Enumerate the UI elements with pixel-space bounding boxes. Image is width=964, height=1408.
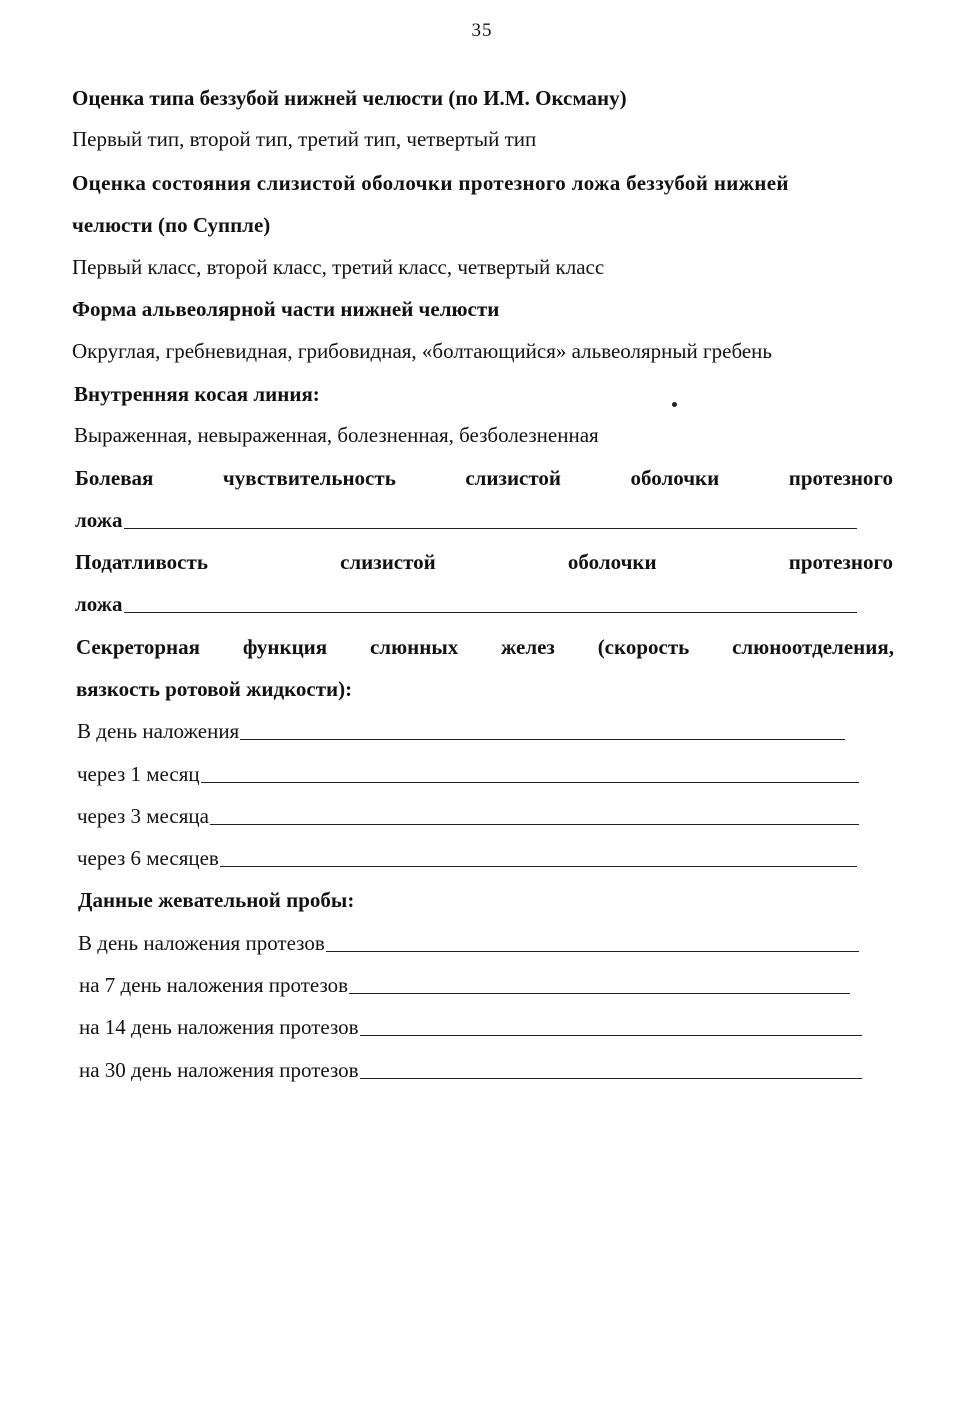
chewing-row-day7[interactable] (79, 972, 850, 998)
compliance-word-3: оболочки (567, 550, 657, 574)
secretory-row-day0[interactable] (77, 718, 845, 744)
secretory-row-month6-blank[interactable] (220, 866, 857, 867)
secretory-row-day0-blank[interactable] (240, 739, 845, 740)
compliance-heading (75, 549, 893, 575)
supple-options: Первый класс, второй класс, третий класс, четвертый класс (72, 255, 605, 279)
compliance-label: ложа (75, 592, 123, 616)
alveolar-options: Округлая, гребневидная, грибовидная, «болтающийся» альвеолярный гребень (72, 339, 772, 363)
compliance-word-4: протезного (788, 550, 893, 574)
oblique-line-heading: Внутренняя косая линия: (74, 382, 320, 406)
secretory-row-month6[interactable] (77, 845, 857, 871)
pain-word-3: слизистой (465, 466, 562, 490)
secretory-row-month3-blank[interactable] (210, 824, 859, 825)
oxman-heading: Оценка типа беззубой нижней челюсти (по И.М. Оксману) (72, 86, 627, 110)
supple-heading-line1: Оценка состояния слизистой оболочки протезного ложа беззубой нижней (72, 171, 789, 195)
pain-word-5: протезного (788, 466, 893, 490)
chewing-row-day30[interactable] (79, 1057, 862, 1083)
pain-word-2: чувствительность (222, 466, 396, 490)
chewing-row-day30-label: на 30 день наложения протезов (79, 1058, 359, 1082)
pain-sensitivity-blank[interactable] (124, 528, 858, 529)
pain-sensitivity-heading (75, 465, 893, 491)
pain-sensitivity-field[interactable] (75, 507, 857, 533)
compliance-blank[interactable] (124, 612, 858, 613)
alveolar-heading: Форма альвеолярной части нижней челюсти (72, 297, 500, 321)
pain-word-4: оболочки (630, 466, 720, 490)
chewing-row-day14-blank[interactable] (360, 1035, 862, 1036)
chewing-row-day0-label: В день наложения протезов (78, 931, 325, 955)
secretory-word-4: желез (501, 635, 555, 659)
secretory-heading-line2: вязкость ротовой жидкости): (76, 677, 353, 701)
chewing-heading: Данные жевательной пробы: (78, 888, 355, 912)
compliance-word-1: Податливость (75, 550, 208, 574)
secretory-word-2: функция (242, 635, 328, 659)
chewing-row-day30-blank[interactable] (360, 1078, 862, 1079)
secretory-word-5: (скорость (597, 635, 690, 659)
secretory-word-6: слюноотделения, (732, 635, 894, 659)
secretory-heading (76, 634, 894, 660)
supple-heading-line2: челюсти (по Суппле) (72, 213, 271, 237)
pain-word-1: Болевая (75, 466, 154, 490)
chewing-row-day14-label: на 14 день наложения протезов (79, 1015, 359, 1039)
chewing-row-day14[interactable] (79, 1014, 862, 1040)
stray-mark (671, 401, 678, 408)
pain-sensitivity-label: ложа (75, 508, 123, 532)
chewing-row-day0[interactable] (78, 930, 859, 956)
page-number: 35 (471, 20, 493, 41)
oblique-line-options: Выраженная, невыраженная, болезненная, безболезненная (74, 423, 599, 447)
secretory-row-month3-label: через 3 месяца (77, 804, 209, 828)
chewing-row-day0-blank[interactable] (326, 951, 859, 952)
secretory-word-3: слюнных (369, 635, 459, 659)
secretory-row-day0-label: В день наложения (77, 719, 240, 743)
chewing-row-day7-blank[interactable] (349, 993, 850, 994)
secretory-row-month1[interactable] (77, 761, 859, 787)
secretory-row-month3[interactable] (77, 803, 859, 829)
secretory-row-month6-label: через 6 месяцев (77, 846, 219, 870)
oxman-options: Первый тип, второй тип, третий тип, четвертый тип (72, 127, 537, 151)
secretory-row-month1-label: через 1 месяц (77, 762, 200, 786)
chewing-row-day7-label: на 7 день наложения протезов (79, 973, 349, 997)
compliance-word-2: слизистой (340, 550, 436, 574)
secretory-row-month1-blank[interactable] (201, 782, 859, 783)
secretory-word-1: Секреторная (76, 635, 201, 659)
compliance-field[interactable] (75, 591, 857, 617)
